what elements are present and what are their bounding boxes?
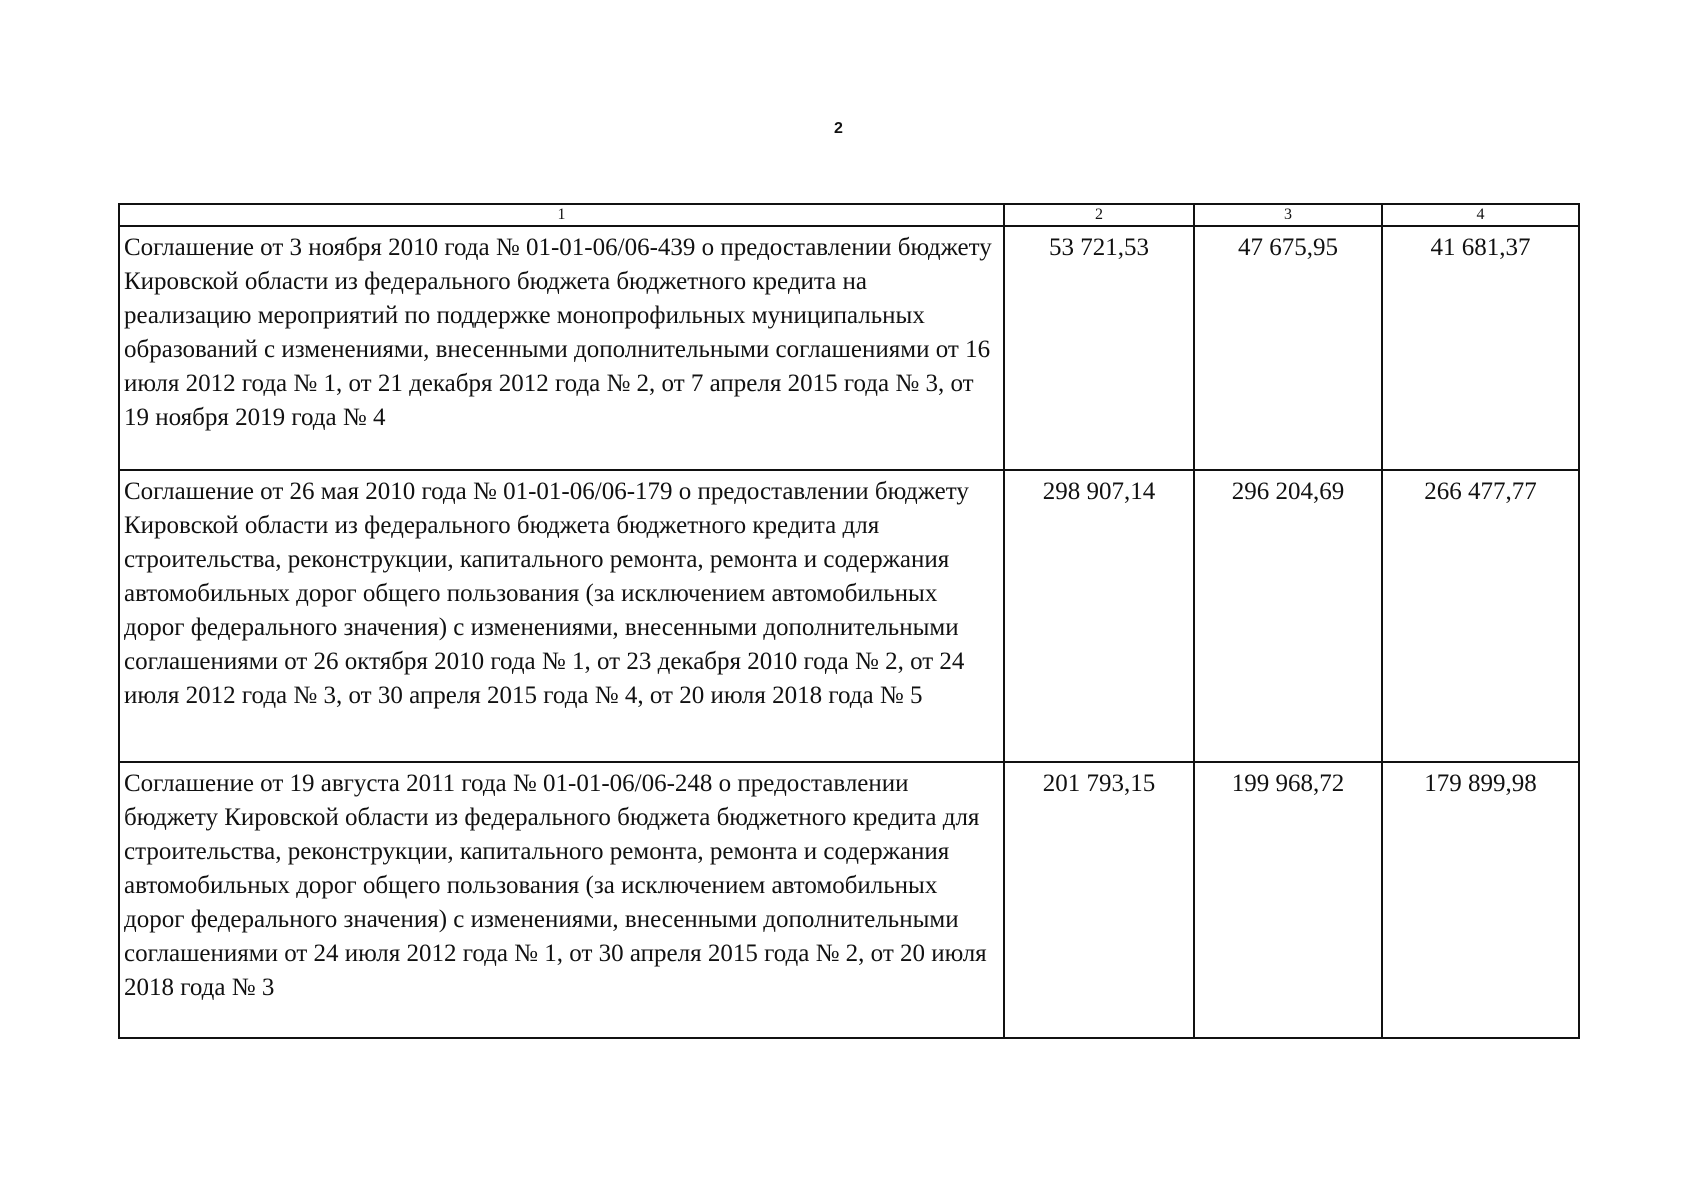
- value-col-2: 53 721,53: [1004, 226, 1194, 470]
- agreement-description: Соглашение от 26 мая 2010 года № 01-01-06/06-179 о предоставлении бюджету Кировской области из федерального бюджета бюджетного кредита для строительства, реконструкции, капитального ремонта, ремонта и содержания автомобильных дорог общего пользования (за исключением автомобильных дорог федерального значения) с изменениями, внесенными дополнительными соглашениями от 26 октября 2010 года № 1, от 23 декабря 2010 года № 2, от 24 июля 2012 года № 3, от 30 апреля 2015 года № 4, от 20 июля 2018 года № 5: [119, 470, 1004, 762]
- agreement-description: Соглашение от 19 августа 2011 года № 01-01-06/06-248 о предоставлении бюджету Кировской области из федерального бюджета бюджетного кредита для строительства, реконструкции, капитального ремонта, ремонта и содержания автомобильных дорог общего пользования (за исключением автомобильных дорог федерального значения) с изменениями, внесенными дополнительными соглашениями от 24 июля 2012 года № 1, от 30 апреля 2015 года № 2, от 20 июля 2018 года № 3: [119, 762, 1004, 1038]
- column-header-4: 4: [1382, 204, 1579, 226]
- column-header-2: 2: [1004, 204, 1194, 226]
- table-row: [119, 226, 1579, 470]
- value-col-4: 266 477,77: [1382, 470, 1579, 762]
- agreement-description: Соглашение от 3 ноября 2010 года № 01-01-06/06-439 о предоставлении бюджету Кировской области из федерального бюджета бюджетного кредита на реализацию мероприятий по поддержке монопрофильных муниципальных образований с изменениями, внесенными дополнительными соглашениями от 16 июля 2012 года № 1, от 21 декабря 2012 года № 2, от 7 апреля 2015 года № 3, от 19 ноября 2019 года № 4: [119, 226, 1004, 470]
- value-col-4: 41 681,37: [1382, 226, 1579, 470]
- table-row: [119, 762, 1579, 1038]
- page-number: 2: [834, 120, 843, 137]
- agreements-table: [118, 203, 1580, 1039]
- value-col-2: 201 793,15: [1004, 762, 1194, 1038]
- value-col-2: 298 907,14: [1004, 470, 1194, 762]
- table-row: [119, 470, 1579, 762]
- value-col-3: 296 204,69: [1194, 470, 1382, 762]
- table-header-row: [119, 204, 1579, 226]
- value-col-4: 179 899,98: [1382, 762, 1579, 1038]
- value-col-3: 199 968,72: [1194, 762, 1382, 1038]
- column-header-1: 1: [119, 204, 1004, 226]
- value-col-3: 47 675,95: [1194, 226, 1382, 470]
- column-header-3: 3: [1194, 204, 1382, 226]
